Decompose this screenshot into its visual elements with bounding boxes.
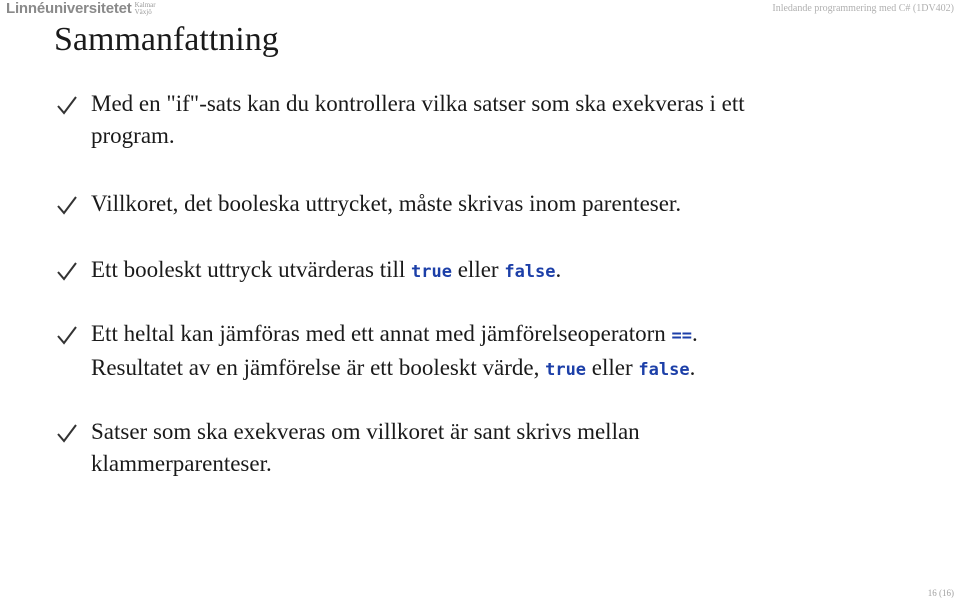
checkmark-icon <box>56 94 78 116</box>
bullet-line <box>91 318 911 352</box>
page-number: 16 (16) <box>927 588 954 598</box>
bullet-text <box>91 254 911 288</box>
text-segment: eller <box>451 257 505 282</box>
text-segment: eller <box>586 355 639 380</box>
slide-header <box>0 0 960 20</box>
text-segment: Ett heltal kan jämföras med ett annat med jämförelseoperatorn <box>91 321 672 346</box>
bullet-line: Med en "if"-sats kan du kontrollera vilka satser som ska exekveras i ett <box>91 91 745 116</box>
code-keyword-false: false <box>504 262 556 282</box>
bullet-line: Satser som ska exekveras om villkoret är sant skrivs mellan <box>91 419 640 444</box>
logo-sub-kalmar: Kalmar <box>134 1 156 9</box>
university-logo <box>6 0 156 18</box>
checkmark-icon <box>56 194 78 216</box>
text-segment: . <box>692 321 698 346</box>
course-title: Inledande programmering med C# (1DV402) <box>772 3 954 14</box>
text-segment: Resultatet av en jämförelse är ett booleskt värde, <box>91 355 546 380</box>
bullet-line <box>91 352 911 386</box>
code-keyword-true: true <box>411 262 452 282</box>
logo-text: Linnéuniversitetet <box>6 0 132 17</box>
bullet-line: klammerparenteser. <box>91 451 272 476</box>
text-segment: . <box>689 355 696 380</box>
checkmark-icon <box>56 260 78 282</box>
bullet-text <box>91 88 911 152</box>
text-segment: . <box>555 257 562 282</box>
text-segment: Ett booleskt uttryck utvärderas till <box>91 257 412 282</box>
code-operator: == <box>671 326 693 346</box>
bullet-text <box>91 416 911 480</box>
bullet-text <box>91 188 911 220</box>
slide-title: Sammanfattning <box>54 21 279 58</box>
bullet-line: Villkoret, det booleska uttrycket, måste skrivas inom parenteser. <box>91 191 682 216</box>
logo-subtext <box>135 2 156 16</box>
logo-sub-vaxjo: Växjö <box>134 8 152 16</box>
bullet-line: program. <box>91 123 175 148</box>
code-keyword-true: true <box>545 360 587 380</box>
bullet-text <box>91 318 911 386</box>
checkmark-icon <box>56 324 78 346</box>
checkmark-icon <box>56 422 78 444</box>
bullet-line <box>91 254 911 288</box>
code-keyword-false: false <box>638 360 690 380</box>
